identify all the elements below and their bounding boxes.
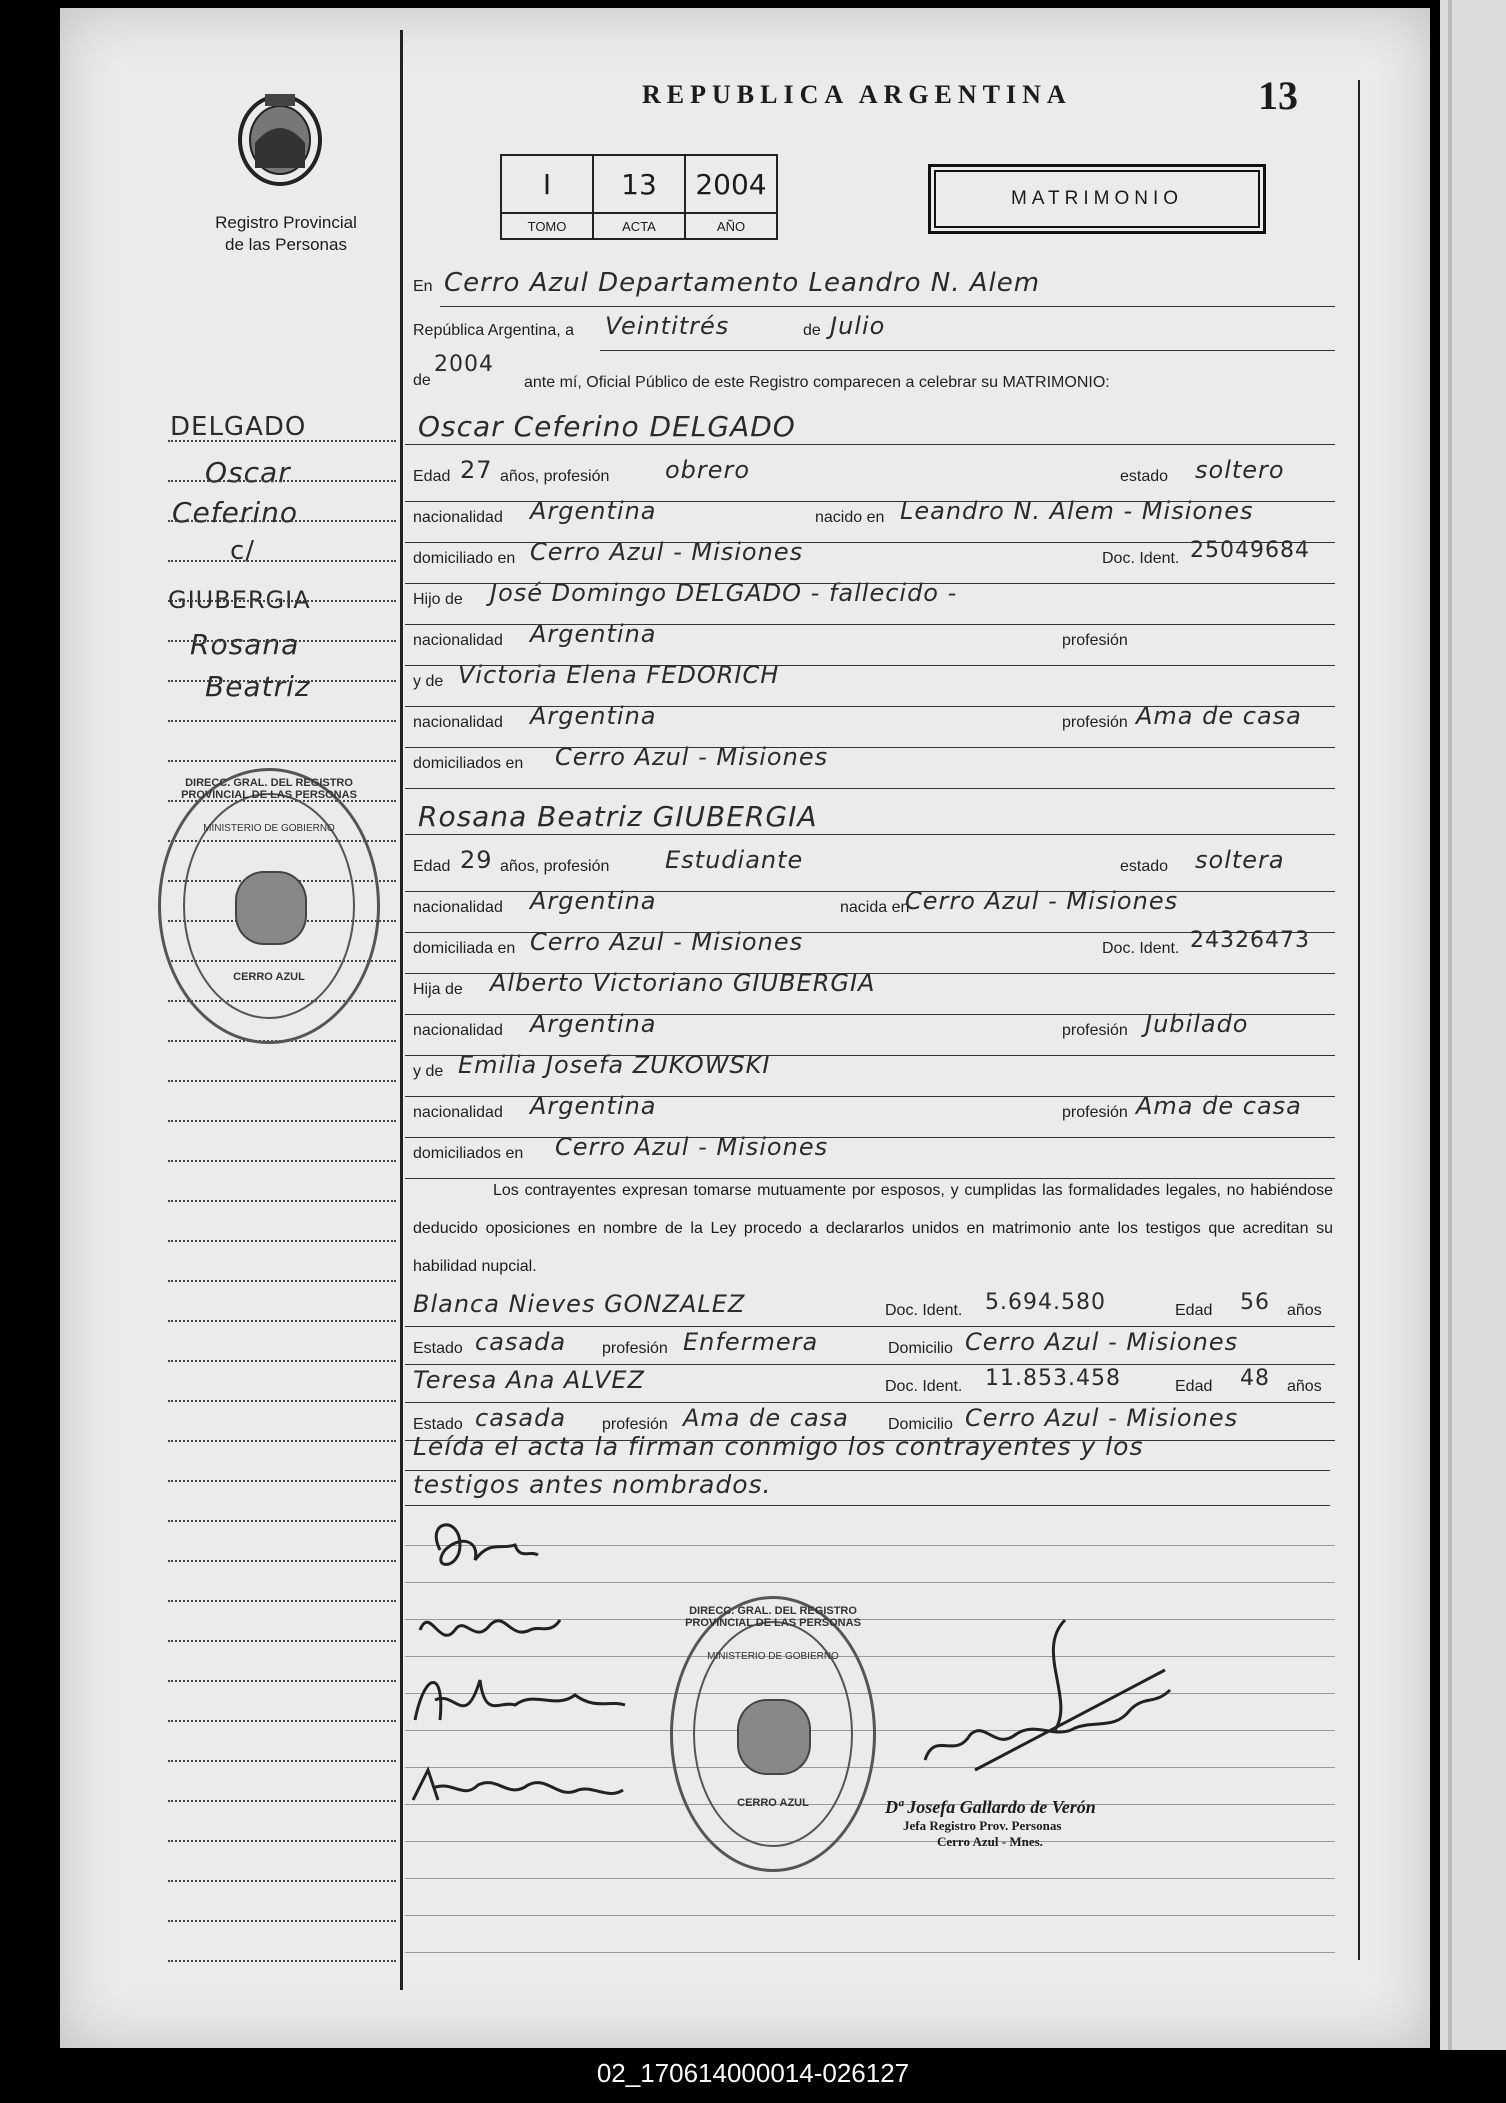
bride-born-label: nacida en xyxy=(840,899,910,916)
de-label: de xyxy=(803,322,821,339)
signature-bride xyxy=(410,1600,570,1665)
witness-domicile: Cerro Azul - Misiones xyxy=(965,1328,1239,1356)
margin-given4: Beatriz xyxy=(205,670,311,703)
bride-mother: Emilia Josefa ZUKOWSKI xyxy=(458,1051,771,1079)
year-value: 2004 xyxy=(434,352,494,377)
official-title: Jefa Registro Prov. Personas xyxy=(903,1818,1062,1833)
acta-label: ACTA xyxy=(593,213,685,239)
bride-estado-label: estado xyxy=(1120,858,1169,875)
margin-given1: Oscar xyxy=(205,456,291,489)
signature-official xyxy=(915,1610,1175,1785)
bride-parents-dom-label: domiciliados en xyxy=(413,1145,524,1162)
witness-edad-label: Edad xyxy=(1175,1302,1213,1319)
witness-status: casada xyxy=(475,1404,567,1432)
witness-status: casada xyxy=(475,1328,567,1356)
witness-anos-label: años xyxy=(1287,1378,1322,1395)
anio-value: 2004 xyxy=(685,155,777,213)
official-stamp xyxy=(670,1596,876,1872)
margin-rule xyxy=(400,30,403,1990)
margin-conj: c/ xyxy=(230,536,256,566)
witness-doc: 11.853.458 xyxy=(985,1366,1121,1391)
bride-doc: 24326473 xyxy=(1190,928,1310,953)
witness-name: Blanca Nieves GONZALEZ xyxy=(413,1290,746,1318)
registry-line2: de las Personas xyxy=(225,235,347,254)
bride-father: Alberto Victoriano GIUBERGIA xyxy=(490,969,876,997)
day-value: Veintitrés xyxy=(605,312,730,340)
bride-child-label: Hija de xyxy=(413,981,463,998)
groom-mother: Victoria Elena FEDORICH xyxy=(458,661,780,689)
registry-name xyxy=(186,212,386,256)
closing-line1: Leída el acta la firman conmigo los contrayentes y los xyxy=(413,1432,1144,1461)
bride-age: 29 xyxy=(460,846,493,874)
bride-mother-nat-label: nacionalidad xyxy=(413,1104,503,1121)
anio-label: AÑO xyxy=(685,213,777,239)
witness-profession: Enfermera xyxy=(683,1328,819,1356)
signature-witness1 xyxy=(405,1660,635,1745)
witness-dom-label: Domicilio xyxy=(888,1340,953,1357)
official-stamp-text: DIRECC. GRAL. DEL REGISTRO PROVINCIAL DE LAS PERSONAS xyxy=(685,1605,861,1629)
groom-edad-label: Edad xyxy=(413,468,451,485)
bride-full-name: Rosana Beatriz GIUBERGIA xyxy=(418,800,818,833)
bride-nac-label: nacionalidad xyxy=(413,899,503,916)
official-stamp-place: CERRO AZUL xyxy=(737,1797,809,1809)
witness-age: 56 xyxy=(1240,1290,1270,1315)
groom-parents-domicile: Cerro Azul - Misiones xyxy=(555,743,829,771)
groom-estado-label: estado xyxy=(1120,468,1169,485)
tomo-acta-box xyxy=(500,154,778,240)
bride-profession: Estudiante xyxy=(665,846,804,874)
groom-profession: obrero xyxy=(665,456,751,484)
groom-father-nat-label: nacionalidad xyxy=(413,632,503,649)
record-type-box: MATRIMONIO xyxy=(928,164,1266,234)
groom-mother-prof-label: profesión xyxy=(1062,714,1128,731)
bride-dom-label: domiciliada en xyxy=(413,940,516,957)
witness-profession: Ama de casa xyxy=(683,1404,849,1432)
bride-doc-label: Doc. Ident. xyxy=(1102,940,1180,957)
official-block xyxy=(885,1797,1096,1850)
bride-father-nationality: Argentina xyxy=(530,1010,657,1038)
stamp-place: CERRO AZUL xyxy=(233,971,305,983)
bride-birthplace: Cerro Azul - Misiones xyxy=(905,887,1179,915)
bride-domicile: Cerro Azul - Misiones xyxy=(530,928,804,956)
groom-doc: 25049684 xyxy=(1190,538,1310,563)
groom-full-name: Oscar Ceferino DELGADO xyxy=(418,410,796,443)
bride-father-profession: Jubilado xyxy=(1145,1010,1249,1038)
margin-surname2: GIUBERGIA xyxy=(168,586,311,614)
witness-doc-label: Doc. Ident. xyxy=(885,1378,963,1395)
stamp-inner-text: MINISTERIO DE GOBIERNO xyxy=(203,823,335,834)
signature-groom xyxy=(420,1510,540,1595)
groom-father-prof-label: profesión xyxy=(1062,632,1128,649)
bride-mother-prof-label: profesión xyxy=(1062,1104,1128,1121)
groom-ymother-label: y de xyxy=(413,673,444,690)
witness-dom-label: Domicilio xyxy=(888,1416,953,1433)
month-value: Julio xyxy=(830,312,886,340)
groom-mother-nat-label: nacionalidad xyxy=(413,714,503,731)
de-label-2: de xyxy=(413,372,431,389)
witness-doc: 5.694.580 xyxy=(985,1290,1106,1315)
bride-status: soltera xyxy=(1195,846,1285,874)
bride-mother-profession: Ama de casa xyxy=(1136,1092,1302,1120)
margin-given2: Ceferino xyxy=(172,496,299,529)
republic-label: República Argentina, a xyxy=(413,322,574,339)
groom-doc-label: Doc. Ident. xyxy=(1102,550,1180,567)
witness-age: 48 xyxy=(1240,1366,1270,1391)
bride-ymother-label: y de xyxy=(413,1063,444,1080)
stamp-text: DIRECC. GRAL. DEL REGISTRO PROVINCIAL DE LAS PERSONAS xyxy=(181,777,357,801)
witness-estado-label: Estado xyxy=(413,1340,463,1357)
en-label: En xyxy=(413,278,433,295)
closing-line2: testigos antes nombrados. xyxy=(413,1470,772,1499)
coat-of-arms-icon xyxy=(235,88,325,188)
intro-text: ante mí, Oficial Público de este Registro comparecen a celebrar su MATRIMONIO: xyxy=(524,374,1110,391)
groom-dom-label: domiciliado en xyxy=(413,550,516,567)
bride-nationality: Argentina xyxy=(530,887,657,915)
groom-birthplace: Leandro N. Alem - Misiones xyxy=(900,497,1254,525)
stamp-emblem-icon xyxy=(235,871,307,945)
place-value: Cerro Azul Departamento Leandro N. Alem xyxy=(444,268,1041,298)
groom-mother-nationality: Argentina xyxy=(530,702,657,730)
right-rule xyxy=(1358,80,1360,1960)
page-number: 13 xyxy=(1258,73,1298,118)
bride-mother-nationality: Argentina xyxy=(530,1092,657,1120)
registry-line1: Registro Provincial xyxy=(215,213,357,232)
witness-doc-label: Doc. Ident. xyxy=(885,1302,963,1319)
groom-domicile: Cerro Azul - Misiones xyxy=(530,538,804,566)
country-title: REPUBLICA ARGENTINA xyxy=(642,80,1072,109)
witness-domicile: Cerro Azul - Misiones xyxy=(965,1404,1239,1432)
witness-estado-label: Estado xyxy=(413,1416,463,1433)
margin-surname: DELGADO xyxy=(170,412,307,442)
official-stamp-inner-text: MINISTERIO DE GOBIERNO xyxy=(707,1651,839,1662)
groom-born-label: nacido en xyxy=(815,509,885,526)
footer-id: 02_170614000014-026127 xyxy=(596,2058,910,2088)
bride-father-prof-label: profesión xyxy=(1062,1022,1128,1039)
registry-stamp xyxy=(158,768,380,1044)
groom-parents-dom-label: domiciliados en xyxy=(413,755,524,772)
groom-nac-label: nacionalidad xyxy=(413,509,503,526)
bride-parents-domicile: Cerro Azul - Misiones xyxy=(555,1133,829,1161)
signature-witness2 xyxy=(408,1760,628,1815)
groom-father: José Domingo DELGADO - fallecido - xyxy=(490,579,958,607)
acta-value: 13 xyxy=(593,155,685,213)
witness-prof-label: profesión xyxy=(602,1340,668,1357)
bride-anos-prof-label: años, profesión xyxy=(500,858,610,875)
groom-mother-profession: Ama de casa xyxy=(1136,702,1302,730)
official-place: Cerro Azul - Mnes. xyxy=(937,1834,1043,1849)
groom-status: soltero xyxy=(1195,456,1285,484)
groom-nationality: Argentina xyxy=(530,497,657,525)
groom-age: 27 xyxy=(460,456,493,484)
witness-name: Teresa Ana ALVEZ xyxy=(413,1366,645,1394)
witness-anos-label: años xyxy=(1287,1302,1322,1319)
official-stamp-emblem-icon xyxy=(737,1699,811,1775)
margin-given3: Rosana xyxy=(190,628,300,661)
bride-edad-label: Edad xyxy=(413,858,451,875)
witness-edad-label: Edad xyxy=(1175,1378,1213,1395)
binding-edge xyxy=(1440,0,1506,2050)
bride-father-nat-label: nacionalidad xyxy=(413,1022,503,1039)
groom-child-label: Hijo de xyxy=(413,591,463,608)
tomo-value: I xyxy=(501,155,593,213)
groom-anos-prof-label: años, profesión xyxy=(500,468,610,485)
declaration-text: Los contrayentes expresan tomarse mutuamente por esposos, y cumplidas las formalidades legales, no habiéndose deducido oposiciones en nombre de la Ley procedo a declararlos unidos en matrimonio ante los testigos que acreditan su habilidad nupcial. xyxy=(413,1182,1333,1275)
groom-father-nationality: Argentina xyxy=(530,620,657,648)
official-name: Dª Josefa Gallardo de Verón xyxy=(885,1797,1096,1817)
tomo-label: TOMO xyxy=(501,213,593,239)
witness-prof-label: profesión xyxy=(602,1416,668,1433)
